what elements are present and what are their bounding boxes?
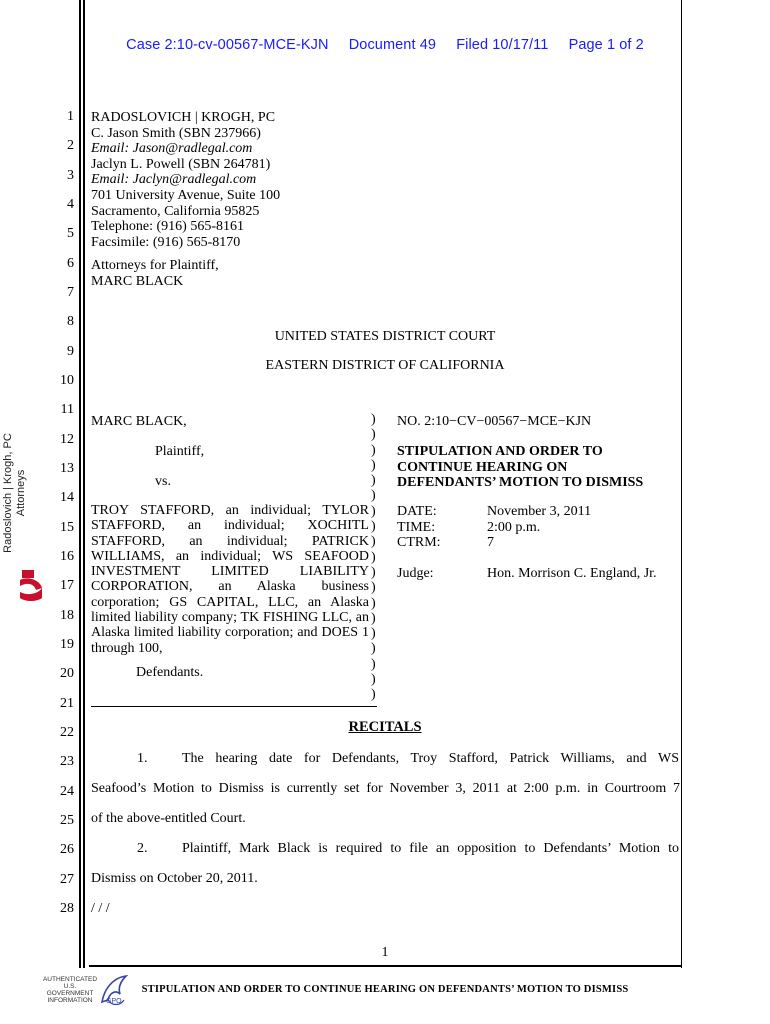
- right-margin-rule: [681, 0, 682, 968]
- line-number: 17: [60, 578, 74, 593]
- line-number: 12: [60, 432, 74, 447]
- page-number: 1: [381, 945, 389, 960]
- paragraph-1-line-1: The hearing date for Defendants, Troy Stafford, Patrick Williams, and WS: [182, 751, 679, 766]
- judge-label: Judge:: [397, 566, 434, 581]
- gpo-line-2: U.S. GOVERNMENT: [46, 983, 94, 997]
- paragraph-1-number: 1.: [137, 751, 148, 766]
- case-number-caption: NO. 2:10−CV−00567−MCE−KJN: [397, 414, 592, 429]
- caption-parens: ) ) ) ) ) ) ) ) ) ) ) ) ) ) ) ) ) ) ): [371, 412, 376, 703]
- hearing-labels: [397, 504, 441, 551]
- page-indicator: Page 1 of 2: [568, 37, 644, 53]
- facsimile: Facsimile: (916) 565-8170: [91, 234, 241, 250]
- continuation-slashes: / / /: [91, 901, 110, 916]
- line-number: 28: [60, 901, 74, 916]
- gpo-line-1: AUTHENTICATED: [42, 976, 98, 983]
- line-number: 24: [60, 784, 74, 799]
- attorney-1: C. Jason Smith (SBN 237966): [91, 125, 261, 141]
- time-value: 2:00 p.m.: [487, 519, 541, 535]
- line-number: 14: [60, 490, 74, 505]
- line-number: 13: [60, 461, 74, 476]
- line-number: 5: [67, 226, 74, 241]
- plaintiff-label: Plaintiff,: [155, 444, 205, 459]
- line-number: 6: [67, 256, 74, 271]
- address-line-2: Sacramento, California 95825: [91, 203, 260, 219]
- line-number: 8: [67, 314, 74, 329]
- document-number: Document 49: [348, 37, 437, 53]
- attorney-1-email: Email: Jason@radlegal.com: [91, 141, 253, 157]
- firm-side-name: Radoslovich | Krogh, PC: [2, 433, 14, 553]
- line-number: 3: [67, 168, 74, 183]
- paragraph-2-line-2: Dismiss on October 20, 2011.: [91, 871, 258, 886]
- versus-label: vs.: [155, 474, 171, 489]
- date-value: November 3, 2011: [487, 504, 592, 519]
- line-number: 16: [60, 549, 74, 564]
- left-margin-rule-1: [79, 0, 81, 968]
- plaintiff-name: MARC BLACK,: [91, 414, 187, 429]
- defendants-label: Defendants.: [136, 665, 204, 680]
- footer-rule: [89, 965, 681, 967]
- line-number: 1: [67, 109, 74, 124]
- paragraph-2-number: 2.: [137, 841, 148, 856]
- left-margin-rule-2: [83, 0, 85, 968]
- line-number: 11: [60, 402, 74, 417]
- court-name: UNITED STATES DISTRICT COURT: [274, 329, 496, 344]
- time-label: TIME:: [397, 519, 436, 535]
- attorneys-for-label: Attorneys for Plaintiff,: [91, 258, 219, 273]
- line-number: 9: [67, 344, 74, 359]
- case-header: [0, 37, 770, 53]
- gpo-mark: GPO: [106, 998, 122, 1005]
- line-number: 7: [67, 285, 74, 300]
- caption-underline: [91, 706, 377, 707]
- line-number: 10: [60, 373, 74, 388]
- gpo-seal: [40, 972, 130, 1012]
- document-title-line-2: CONTINUE HEARING ON: [397, 459, 568, 475]
- document-title-line-1: STIPULATION AND ORDER TO: [397, 444, 603, 459]
- document-title-line-3: DEFENDANTS’ MOTION TO DISMISS: [397, 475, 644, 490]
- recitals-heading: RECITALS: [348, 719, 422, 735]
- line-number: 2: [67, 138, 74, 153]
- telephone: Telephone: (916) 565-8161: [91, 219, 244, 235]
- case-number: Case 2:10-cv-00567-MCE-KJN: [126, 37, 329, 53]
- paragraph-1-line-3: of the above-entitled Court.: [91, 811, 246, 826]
- court-district: EASTERN DISTRICT OF CALIFORNIA: [265, 358, 505, 373]
- document-title: [397, 444, 643, 491]
- line-number: 20: [60, 666, 74, 681]
- line-number: 27: [60, 872, 74, 887]
- defendants-list: TROY STAFFORD, an individual; TYLOR STAFFORD, an individual; XOCHITL STAFFORD, an individual; PATRICK WILLIAMS, an individual; WS SEAFOOD INVESTMENT LIMITED LIABILITY CORPORATION, an Alaska business corporation; GS CAPITAL, LLC, an Alaska limited liability company; TK FISHING LLC, an Alaska limited liability corporation; and DOES 1 through 100,: [91, 503, 369, 656]
- firm-name: RADOSLOVICH | KROGH, PC: [91, 110, 276, 125]
- address-line-1: 701 University Avenue, Suite 100: [91, 187, 281, 203]
- line-number: 21: [60, 696, 74, 711]
- paragraph-2-line-1: Plaintiff, Mark Black is required to file an opposition to Defendants’ Motion to: [182, 841, 679, 856]
- line-number: 19: [60, 637, 74, 652]
- line-number: 15: [60, 520, 74, 535]
- hearing-values: [487, 504, 591, 551]
- line-number: 22: [60, 725, 74, 740]
- judge-value: Hon. Morrison C. England, Jr.: [487, 566, 657, 581]
- gpo-line-3: INFORMATION: [47, 997, 93, 1004]
- attorney-block: [91, 110, 280, 250]
- paragraph-1-line-2: Seafood’s Motion to Dismiss is currently set for November 3, 2011 at 2:00 p.m. in Courtroom 7: [91, 781, 680, 796]
- ctrm-value: 7: [487, 535, 494, 550]
- line-number: 26: [60, 842, 74, 857]
- filed-date: Filed 10/17/11: [456, 37, 549, 53]
- attorney-2-email: Email: Jaclyn@radlegal.com: [91, 172, 257, 188]
- attorney-2: Jaclyn L. Powell (SBN 264781): [91, 156, 271, 172]
- gpo-authentication-text: [40, 976, 100, 1004]
- date-label: DATE:: [397, 504, 437, 519]
- attorneys-for: [91, 258, 219, 289]
- firm-side-sub: Attorneys: [15, 469, 27, 517]
- line-number: 18: [60, 608, 74, 623]
- line-number: 25: [60, 813, 74, 828]
- line-number: 23: [60, 754, 74, 769]
- client-name: MARC BLACK: [91, 273, 184, 289]
- line-number: 4: [67, 197, 74, 212]
- footer-title: STIPULATION AND ORDER TO CONTINUE HEARING ON DEFENDANTS’ MOTION TO DISMISS: [141, 984, 629, 995]
- ctrm-label: CTRM:: [397, 535, 441, 550]
- firm-side-label: [2, 418, 28, 568]
